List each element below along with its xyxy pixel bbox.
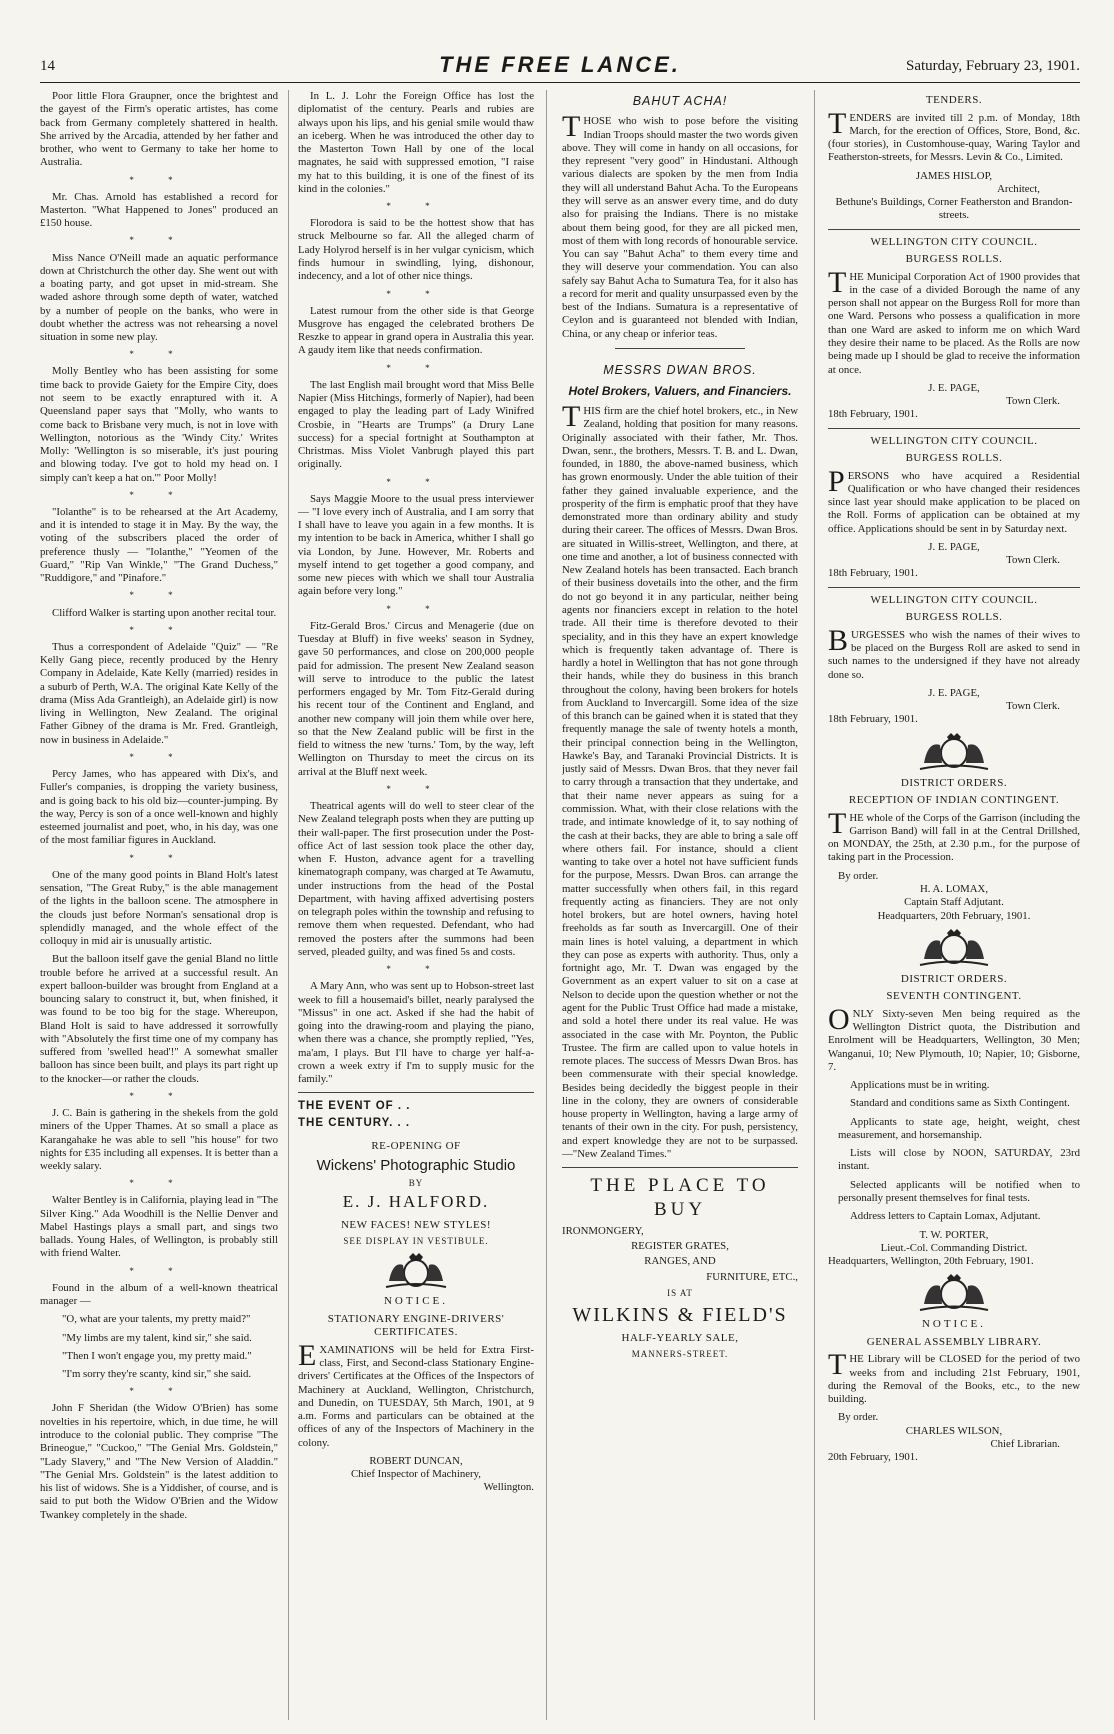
ad-text: IS AT <box>667 1287 693 1298</box>
ad-headline: THE EVENT OF . . <box>298 1100 411 1113</box>
paragraph: The last English mail brought word that Miss Belle Napier (Miss Hitchings, formerly of Napier), had been engaged to play the leading part of Lady Winifred Crosbie, in "Hearts are Trumps" (a Drury Lane success) for a special fortnight at Southampton at Christmas. Miss Violet Vanbrugh played this part originally. <box>298 378 534 471</box>
paragraph: Mr. Chas. Arnold has established a record for Masterton. "What Happened to Jones" produced an £150 house. <box>40 190 278 230</box>
signature-title: Captain Staff Adjutant. <box>904 896 1004 909</box>
verse-line: "Then I won't engage you, my pretty maid." <box>62 1349 252 1362</box>
paragraph: In L. J. Lohr the Foreign Office has lost the diplomatist of the century. Pearls and rubies are always upon his lips, and his genial smile would thaw an iceberg. When he was introduced the other day to the Masterton Town Hall by one of the local magnates, he said with suppressed emotion, "I raise my hat to this building, it is one of the finest of its kind in the colonies." <box>298 90 534 195</box>
ad-text: RANGES, AND <box>644 1255 716 1268</box>
royal-crest-icon <box>914 731 994 773</box>
notice-text: Address letters to Captain Lomax, Adjutant. <box>850 1210 1041 1223</box>
notice-subheading: BURGESS ROLLS. <box>905 452 1003 465</box>
ad-text: RE-OPENING OF <box>371 1139 461 1152</box>
notice-date: 18th February, 1901. <box>828 408 918 421</box>
notice-heading: DISTRICT ORDERS. <box>900 776 1008 789</box>
signature: ROBERT DUNCAN, <box>369 1454 463 1467</box>
notice-text: Applicants to state age, height, weight, chest measurement, and horsemanship. <box>838 1115 1080 1141</box>
notice-subheading: GENERAL ASSEMBLY LIBRARY. <box>866 1335 1042 1348</box>
paragraph: Theatrical agents will do well to steer clear of the New Zealand telegraph posts when they are putting up their wall-paper. The first prosecution under the Post-office Act of last session took place the other day, when F. Huston, advance agent for a travelling kinematograph company, was charged at Te Awamutu, under instructions from the head of the Postal Department, with having affixed advertising posters on telegraph poles within the township and refusing to remove them when requested. Defendant, who had removed the posters after the summons had been served, pleaded guilty, and was fined 5s and costs. <box>298 800 534 958</box>
notice-heading: DISTRICT ORDERS. <box>900 972 1008 985</box>
notice-body: ONLY Sixty-seven Men being required as the Wellington District quota, the Distribution and Enrolment will be Headquarters, Wellington, 30 Men; Wanganui, 10; New Plymouth, 10; Napier, 10; Gisborne, 7. <box>828 1002 1080 1073</box>
signature: JAMES HISLOP, <box>915 169 993 182</box>
column-features <box>562 90 798 1720</box>
notice-subheading: RECEPTION OF INDIAN CONTINGENT. <box>848 794 1060 807</box>
article-body: THIS firm are the chief hotel brokers, etc., in New Zealand, holding that position for many reasons. Originally associated with their father, Mr. Thos. Dwan, senr., the brothers, Messrs. T. B. and L. Dwan, founded, in 1880, the above-named business, which has grown enormously. Under the able tuition of their father they gained invaluable experience, and the prosperity of the firm is emphatic proof that they have demonstrated more than ordinary ability and study during their career. The offices of Messrs. Dwan Bros. are situated in Willis-street, Wellington, and there, at one time and another, a lot of business connected with New Zealand hotels has been transacted. Each branch of their business dovetails into the other, and the firm do not go beyond it in any particular, neither being agents nor financiers except in relation to the hotel trade. All their time is therefore devoted to their speciality, and in this they have an expert knowledge which is frequently taken advantage of. There is hardly a hotel in Wellington that has not gone through their hands, while they do business in this branch throughout the colony, having been brokers for hotels from Auckland to Invercargill. Some idea of the size of this branch can be gained when it is stated that they frequently manage the sale of twenty hotels a month, their principal connection being in the Wellington, Hawke's Bay, and Taranaki Provincial Districts. It is justly said of Messrs. Dwan Bros. that they never fail to carry through a transaction that they undertake, and that their name never appears as suing for a commission. What, with their close relations with the trade, and intimate knowledge of it, to say nothing of the cash at their backs, they are able to bring a sale off where others fail. For instance, should a client wanting to take over a hotel not have sufficient funds for the purpose, Messrs. Dwan Bros. can arrange the matter successfully when others fail, in this regard frequently acting as financiers. They are not only hotel brokers, but are hotel owners, having hotel freeholds as far south as Invercargill. One of their main lines is hotel valuing, a department in which they can pose as experts with authority. Thus, only a fortnight ago, Mr. T. Dwan was engaged by the Government as an expert valuer to sit on a case at Nelson to decide upon the question whether or not the agent for the Public Trust Office had made a mistake, and sold a hotel there under its real value. He was associated in the case with Mr. Poynton, the Public Trustee. The firm are called upon to value hotels in remote places. The success of Messrs Dwan Bros. has been commensurate with their special knowledge. Besides being decidedly the biggest people in their line in the colony, they are owners of considerable house property in Wellington, having a large army of tenants of their own in the city. For push, persistency, and expert knowledge they are not to be surpassed.—"New Zealand Times." <box>562 400 798 1160</box>
paragraph: One of the many good points in Bland Holt's latest sensation, "The Great Ruby," is the able management of the lights in the balloon scene. The atmosphere in the clouds just before Norman's sensational drop is splendidly managed, and the whole effect of the colloquy in mid air is unusually artistic. <box>40 868 278 948</box>
notice-heading: NOTICE. <box>383 1295 449 1308</box>
newspaper-title: THE FREE LANCE. <box>439 52 681 77</box>
ad-proprietor: E. J. HALFORD. <box>342 1191 490 1211</box>
column-divider <box>546 90 547 1720</box>
ad-text: BY <box>408 1177 424 1188</box>
signature: J. E. PAGE, <box>928 540 980 553</box>
signature-title: Chief Inspector of Machinery, <box>350 1468 482 1481</box>
paragraph: A Mary Ann, who was sent up to Hobson-street last week to fill a housemaid's billet, nearly paralysed the "Missus" in one act. Asked if she had the habit of going into the drawing-room and playing the piano, when there was a chance, she promptly replied, "Yes, ma'am, I plays. But I'll have to charge yer half-a-crown a week extry if I'm to supply music for the family." <box>298 980 534 1086</box>
column-theatre-gossip: Poor little Flora Graupner, once the brightest and the gayest of the Firm's operatic artistes, has come back from Germany completely shattered in health. She arrived by the Arcadia, attended by her father and brother, who went to Germany to take her home to Australia. * * Mr. Chas. Arnold has established a record for Masterton. "What Happened to Jones" produced an £150 house. * * Miss Nance O'Neill made an aquatic performance down at Christchurch the other day. She went out with a boating party, and got upset in mid-stream. She waded ashore through some depth of water, watched by a number of people on the banks, who were in doubt whether the actress was not rehearsing a novel situation in some new play. * * Molly Bentley who has been assisting for some time back to provide Gaiety for the Empire City, does not seem to be exactly enraptured with it. A Queensland paper says that "Molly, who wants to come back to Brisbane very much, is not in love with Wellington, notorious as the 'Windy City.' Writes Molly: 'Wellington is so miserable, it's just pouring and blowing today. I've got to hold my head on. I simply can't keep a hat on.'" Poor Molly! * * "Iolanthe" is to be rehearsed at the Art Academy, and it is intended to stage it in May. By the way, the voting of the subscribers placed the order of preference thusly — "Iolanthe," "Yeomen of the Guard," "Rip Van Winkle," "The Grand Duchess," "Ruddigore," and "Pinafore." * * Clifford Walker is starting upon another recital tour. * * Thus a correspondent of Adelaide "Quiz" — "Re Kelly Gang piece, recently produced by the Henry Company in Adelaide, Kate Kelly (married) resides in a suburb of Perth, W.A. The original Kate Kelly of the drama (Miss Ada Grantleigh), an Adelaide girl) is now living in Wellington, New Zealand. The original Father Gibney of the drama is Mr. Fred. Grantleigh, now in business in Adelaide." * * Percy James, who has appeared with Dix's, and Fuller's companies, is dropping the variety business, and is going back to his old biz—counter-jumping. By the way, Percy is son of a once well-known and highly esteemed journalist and poet, who, in his day, was one of the most familiar figures in Auckland. * * One of the many good points in Bland Holt's latest sensation, "The Great Ruby," is the able management of the lights in the balloon scene. The atmosphere in the clouds just before Norman's sensational drop is splendidly managed, and the whole effect of the colloquy in mid air is unusually artistic. But the balloon itself gave the genial Bland no little trouble before he arrived at a successful result. An expert balloon-builder was brought from England at a bouncing salary to construct it, but, when finished, it was found to be too big for the stage. Whereupon, Bland Holt is said to have addressed it sorrowfully with "Absolutely the first time one of my company has suffered from 'swelled head'!" A somewhat smaller balloon has since been built, and plays its part right up to the knocker—or rather the clouds. * * J. C. Bain is gathering in the shekels from the gold miners of the Upper Thames. At so small a place as Karangahake he was able to sell "his house" for two nights for £35 including all expenses. It is better than a weekly salary. * * Walter Bentley is in California, playing lead in "The Silver King." Ada Woodhill is the Nellie Denver and Mabel Hastings plays a small part, and sings two ballads. Young Hales, of Wellington, is probably still with friend Walter. * * Found in the album of a well-known theatrical manager — "O, what are your talents, my pretty maid?" "My limbs are my talent, kind sir," she said. "Then I won't engage you, my pretty maid." "I'm sorry they're scanty, kind sir," she said. * * John F Sheridan (the Widow O'Brien) has some novelties in his repertoire, which, in due time, he will introduce to the colonial public. They comprise "The Brineogue," "Cuckoo," "The Genial Mrs. Goldstein," "Lady Slavery," and "The New Version of Aladdin." "The Genial Mrs. Goldstein" is the latest addition to his list of widows. She is a Yiddisher, of course, and is said to put both the Widow O'Brien and the Widow Twankey completely in the shade. <box>40 90 278 1521</box>
notice-body: PERSONS who have acquired a Residential Qualification or who have changed their residences since last year should make application to be placed on the Roll. Forms of application can be obtained at my office. Applications should be sent in by Saturday next. <box>828 464 1080 535</box>
paragraph: J. C. Bain is gathering in the shekels from the gold miners of the Upper Thames. At so small a place as Karangahake he was able to sell "his house" for two nights for £35 including all expenses. It is better than a weekly salary. <box>40 1107 278 1173</box>
paragraph: Molly Bentley who has been assisting for some time back to provide Gaiety for the Empire City, does not seem to be exactly enraptured with it. A Queensland paper says that "Molly, who wants to come back to Brisbane very much, is not in love with Wellington, notorious as the 'Windy City.' Writes Molly: 'Wellington is so miserable, it's just pouring and blowing today. I've got to hold my head on. I simply can't keep a hat on.'" Poor Molly! <box>40 365 278 484</box>
notice-title: STATIONARY ENGINE-DRIVERS' CERTIFICATES. <box>327 1312 505 1339</box>
article-body: THOSE who wish to pose before the visiting Indian Troops should master the two words given above. They will come in handy on all occasions, for they represent "very good" in Hindustani. Although various dialects are spoken by the men from India they will all understand Bahut Acha. To the Europeans they will serve as an answer every time, and do duty also for praising the Indians. There is no mistake about them being good, for they are all picked men, most of them with long records of honourable service. You can say "Bahut Acha" to them every time and they will deserve your commendation. You can also safely say Bahut Acha to Sumatura Tea, for it also has a record for merit and quality unsurpassed even by the best of the Indians. Sumatura is a representative of Ceylon and is guaranteed not blended with Indian, China, or any cheap or inferior teas. <box>562 110 798 340</box>
notice-heading: NOTICE. <box>921 1318 987 1331</box>
article-heading: BAHUT ACHA! <box>632 94 728 108</box>
signature-title: Town Clerk. <box>1006 395 1060 408</box>
royal-crest-icon <box>381 1251 451 1291</box>
masthead <box>40 52 1080 82</box>
notice-heading: WELLINGTON CITY COUNCIL. <box>870 593 1038 606</box>
paragraph: Walter Bentley is in California, playing lead in "The Silver King." Ada Woodhill is the Nellie Denver and Mabel Hastings plays a small part, and sings two ballads. Young Hales, of Wellington, is probably still with friend Walter. <box>40 1194 278 1260</box>
paragraph: Percy James, who has appeared with Dix's, and Fuller's companies, is dropping the variety business, and is going back to his old biz—counter-jumping. By the way, Percy is son of a once well-known and highly esteemed journalist and poet, who, in his day, was one of the most familiar figures in Auckland. <box>40 768 278 847</box>
paragraph: Clifford Walker is starting upon another recital tour. <box>52 606 277 619</box>
paragraph: Fitz-Gerald Bros.' Circus and Menagerie (due on Tuesday at Bluff) in five weeks' season in Sydney, gave 50 performances, and close on 200,000 people paid for admission. The present New Zealand season will serve to introduce to the public the latest performers engaged by Mr. Tom Fitz-Gerald during his recent tour of the Continent and England, and another new company will join them while over here, so that the New Zealand public will be first in the field to witness the new 'turns.' Tom, by the way, left Wellington on Thursday to meet the circus on its arrival at the Bluff next week. <box>298 619 534 778</box>
signature: CHARLES WILSON, <box>905 1424 1003 1437</box>
column-divider <box>814 90 815 1720</box>
notice-date: 18th February, 1901. <box>828 713 918 726</box>
paragraph: Florodora is said to be the hottest show that has struck Melbourne so far. All the alleged charm of Lady Holyrod herself is in her vulgar cynicism, which finds humour in swindling, lying, dishonour, indecency, and a lot of other nice things. <box>298 217 534 283</box>
notice-body: THE Municipal Corporation Act of 1900 provides that in the case of a divided Borough the name of any person shall not appear on the Burgess Roll for more than one Ward. Persons who possess a qualification in more than one Ward are asked to inform me on which Ward they desire their name to be placed. As the Rolls are now being made up I should be glad to receive the information at once. <box>828 265 1080 376</box>
paragraph: "Iolanthe" is to be rehearsed at the Art Academy, and it is intended to stage it in May. By the way, the voting of the subscribers placed the order of preference thusly — "Iolanthe," "Yeomen of the Guard," "Rip Van Winkle," "The Grand Duchess," "Ruddigore," and "Pinafore." <box>40 505 278 585</box>
notice-text: Standard and conditions same as Sixth Contingent. <box>850 1097 1070 1110</box>
page-number: 14 <box>40 58 55 74</box>
signature-title: Lieut.-Col. Commanding District. <box>880 1241 1028 1254</box>
signature-title: Town Clerk. <box>1006 700 1060 713</box>
ad-shop-name: WILKINS & FIELD'S <box>572 1304 788 1326</box>
notice-subheading: BURGESS ROLLS. <box>905 611 1003 624</box>
paragraph: Found in the album of a well-known theatrical manager — <box>40 1281 278 1308</box>
notice-text: By order. <box>838 1411 879 1424</box>
ad-headline: THE CENTURY. . . <box>298 1116 411 1129</box>
issue-date: Saturday, February 23, 1901. <box>906 58 1080 74</box>
notice-body: TENDERS are invited till 2 p.m. of Monday, 18th March, for the erection of Offices, Store, Bond, &c. (four stories), in Customhouse-quay, Waring Taylor and Featherston-streets, for Messrs. Levin & Co., Limited. <box>828 106 1080 164</box>
notice-body: BURGESSES who wish the names of their wives to be placed on the Burgess Roll are asked to send in such names to the undersigned if they have not already done so. <box>828 623 1080 681</box>
ad-headline: THE PLACE TO BUY <box>590 1175 770 1220</box>
signature-title: Architect, <box>997 182 1040 195</box>
verse-line: "My limbs are my talent, kind sir," she said. <box>62 1331 252 1344</box>
ad-text: FURNITURE, ETC., <box>706 1270 798 1283</box>
royal-crest-icon <box>914 927 994 969</box>
paragraph: Says Maggie Moore to the usual press interviewer — "I love every inch of Australia, and I am sorry that I shall have to leave you again in a few months. It is my intention to be back in America, whither I shall go via London, by June. However, Mr. Roberts and myself intend to get together a good company, and some new pieces with which we shall tour Australia again before very long." <box>298 492 534 598</box>
notice-date: Headquarters, 20th February, 1901. <box>877 909 1031 922</box>
notice-heading: TENDERS. <box>925 94 983 106</box>
ad-text: SEE DISPLAY IN VESTIBULE. <box>343 1236 489 1247</box>
ad-text: MANNERS-STREET. <box>631 1349 729 1360</box>
notice-body: THE whole of the Corps of the Garrison (including the Garrison Band) will fall in at the Central Drillshed, on MONDAY, the 25th, at 2.30 p.m., for the purpose of taking part in the Procession. <box>828 806 1080 864</box>
signature: T. W. PORTER, <box>919 1228 989 1241</box>
notice-date: 18th February, 1901. <box>828 567 918 580</box>
royal-crest-icon <box>914 1272 994 1314</box>
column-news: In L. J. Lohr the Foreign Office has lost the diplomatist of the century. Pearls and rubies are always upon his lips, and his genial smile would thaw an iceberg. When he was introduced the other day to the Masterton Town Hall by one of the local magnates, he said with suppressed emotion, "I raise my hat to this building, it is one of the finest of its kind in the colonies." * * Florodora is said to be the hottest show that has struck Melbourne so far. All the alleged charm of Lady Holyrod herself is in her vulgar cynicism, which finds humour in swindling, lying, dishonour, indecency, and a lot of other nice things. * * Latest rumour from the other side is that George Musgrove has engaged the celebrated brothers De Reszke to appear in grand opera in Australia this year. A gaudy item like that needs confirmation. * * The last English mail brought word that Miss Belle Napier (Miss Hitchings, formerly of Napier), had been engaged to play the leading part of Lady Winifred Crosbie, in "Hearts are Trumps" (a Drury Lane success) for a special fortnight at Southampton at Christmas. Miss Violet Vanbrugh played this part originally. * * Says Maggie Moore to the usual press interviewer — "I love every inch of Australia, and I am sorry that I shall have to leave you again in a few months. It is my intention to be back in America, whither I shall go via London, by June. However, Mr. Roberts and myself intend to get together a good company, and some new pieces with which we shall tour Australia again before very long." * * Fitz-Gerald Bros.' Circus and Menagerie (due on Tuesday at Bluff) in five weeks' season in Sydney, gave 50 performances, and close on 200,000 people paid for admission. The present New Zealand season will serve to introduce to the public the latest performers engaged by Mr. Tom Fitz-Gerald during his recent tour of the Continent and England, and another new company will join them while over here, so that the New Zealand public will be first in the field to witness the new 'turns.' Tom, by the way, left Wellington on Thursday to meet the circus on its arrival at the Bluff next week. * * Theatrical agents will do well to steer clear of the New Zealand telegraph posts when they are putting up their wall-paper. The first prosecution under the Post-office Act of last session took place the other day, when F. Huston, advance agent for a travelling kinematograph company, was charged at Te Awamutu, under instructions from the head of the Postal Department, with having affixed advertising posters on telegraph poles within the township and refusing to remove them when requested. Defendant, who had removed the posters after the summons had been served, pleaded guilty, and was fined 5s and costs. * * A Mary Ann, who was sent up to Hobson-street last week to fill a housemaid's billet, nearly paralysed the "Missus" in one act. Asked if she had the habit of going into the drawing-room and playing the piano, when there was a chance, she promptly replied, "Yes, ma'am, I plays. But I'll have to charge yer half-a-crown a week extry if I'm to supply music for the family." THE EVENT OF . . THE CENTURY. . . RE-OPENING OF Wickens' Photographic Studio BY E. J. HALFORD. NEW FACES! NEW STYLES! SEE DISPLAY IN VESTIBULE. NOTICE. STATIONARY ENGINE-DRIVERS' CERTIFICATES. EXAMINATIONS will be held for Extra First-class, First, and Second-class Stationary Engine-drivers' Certificates at the Offices of the Inspectors of Machinery at Auckland, Wellington, Christchurch, and Dunedin, on TUESDAY, 5th March, 1901, at 9 a.m. Forms and particulars can be obtained at the offices of any of the Inspectors of Machinery in the colony. ROBERT DUNCAN, Chief Inspector of Machinery, Wellington. <box>298 90 534 1494</box>
paragraph: Latest rumour from the other side is that George Musgrove has engaged the celebrated brothers De Reszke to appear in grand opera in Australia this year. A gaudy item like that needs confirmation. <box>298 304 534 357</box>
studio-name: Wickens' Photographic Studio <box>316 1157 516 1175</box>
signature: J. E. PAGE, <box>928 381 980 394</box>
ad-text: NEW FACES! NEW STYLES! <box>340 1218 492 1231</box>
header-rule <box>40 82 1080 83</box>
article-subheading: Hotel Brokers, Valuers, and Financiers. <box>568 384 792 399</box>
verse-line: "I'm sorry they're scanty, kind sir," she said. <box>62 1368 252 1381</box>
paragraph: Poor little Flora Graupner, once the brightest and the gayest of the Firm's operatic artistes, has come back from Germany completely shattered in health. She arrived by the Arcadia, attended by her father and brother, who went to Germany to take her home to Australia. <box>40 90 278 169</box>
notice-date: Headquarters, Wellington, 20th February, 1901. <box>828 1255 1034 1268</box>
notice-date: 20th February, 1901. <box>828 1451 918 1464</box>
notice-heading: WELLINGTON CITY COUNCIL. <box>870 235 1038 248</box>
address: Bethune's Buildings, Corner Featherston and Brandon-streets. <box>835 196 1073 222</box>
paragraph: Thus a correspondent of Adelaide "Quiz" — "Re Kelly Gang piece, recently produced by the Henry Company in Adelaide, Kate Kelly (married) resides in a suburb of Perth, W.A. The original Kate Kelly of the drama (Miss Ada Grantleigh), an Adelaide girl) is now living in Wellington, New Zealand. The original Father Gibney of the drama is Mr. Fred. Grantleigh, now in business in Adelaide." <box>40 640 278 746</box>
notice-body: EXAMINATIONS will be held for Extra First-class, First, and Second-class Stationary Engine-drivers' Certificates at the Offices of the Inspectors of Machinery at Auckland, Wellington, Christchurch, and Dunedin, on TUESDAY, 5th March, 1901, at 9 a.m. Forms and particulars can be obtained at the offices of any of the Inspectors of Machinery in the colony. <box>298 1338 534 1449</box>
paragraph: But the balloon itself gave the genial Bland no little trouble before he arrived at a successful result. An expert balloon-builder was brought from England at a bouncing salary to construct it, but, when finished, it was found to be too big for the stage. Whereupon, Bland Holt is said to have addressed it sorrowfully with "Absolutely the first time one of my company has suffered from 'swelled head'!" A somewhat smaller balloon has since been built, and plays its part right up to the knocker—or rather the clouds. <box>40 953 278 1085</box>
ad-text: REGISTER GRATES, <box>631 1240 729 1253</box>
signature-title: Town Clerk. <box>1006 554 1060 567</box>
article-heading: MESSRS DWAN BROS. <box>603 362 757 377</box>
paragraph: Miss Nance O'Neill made an aquatic performance down at Christchurch the other day. She went out with a boating party, and got upset in mid-stream. She waded ashore through some depth of water, watched by a number of people on the banks, who were in doubt whether the actress was not rehearsing a novel situation in some new play. <box>40 251 278 344</box>
notice-body: THE Library will be CLOSED for the period of two weeks from and including 21st February, 1901, during the Removal of the Books, etc., to the new building. <box>828 1348 1080 1406</box>
notice-text: Applications must be in writing. <box>850 1079 990 1092</box>
signature-title: Chief Librarian. <box>990 1437 1060 1450</box>
notice-subheading: SEVENTH CONTINGENT. <box>886 990 1022 1003</box>
signature-place: Wellington. <box>483 1481 534 1494</box>
column-divider <box>288 90 289 1720</box>
signature: H. A. LOMAX, <box>919 883 989 895</box>
notice-text: Selected applicants will be notified when to personally present themselves for final tests. <box>838 1178 1080 1205</box>
verse-line: "O, what are your talents, my pretty maid?" <box>62 1313 251 1326</box>
notice-text: By order. <box>838 869 879 882</box>
notice-subheading: BURGESS ROLLS. <box>905 253 1003 266</box>
ad-text: IRONMONGERY, <box>562 1224 644 1237</box>
notice-heading: WELLINGTON CITY COUNCIL. <box>870 434 1038 447</box>
paragraph: John F Sheridan (the Widow O'Brien) has some novelties in his repertoire, which, in due time, he will introduce to the colonial public. They comprise "The Brineogue," "Cuckoo," "The Genial Mrs. Goldstein," "Lady Slavery," and "The New Version of Aladdin." "The Genial Mrs. Goldstein" is the latest addition to his list of widows. She is a Yiddisher, of course, and is said to put both the Widow O'Brien and the Widow Twankey completely in the shade. <box>40 1402 278 1521</box>
notice-text: Lists will close by NOON, SATURDAY, 23rd instant. <box>838 1147 1080 1173</box>
signature: J. E. PAGE, <box>928 686 980 699</box>
ad-text: HALF-YEARLY SALE, <box>621 1331 739 1344</box>
column-notices <box>828 90 1080 1720</box>
